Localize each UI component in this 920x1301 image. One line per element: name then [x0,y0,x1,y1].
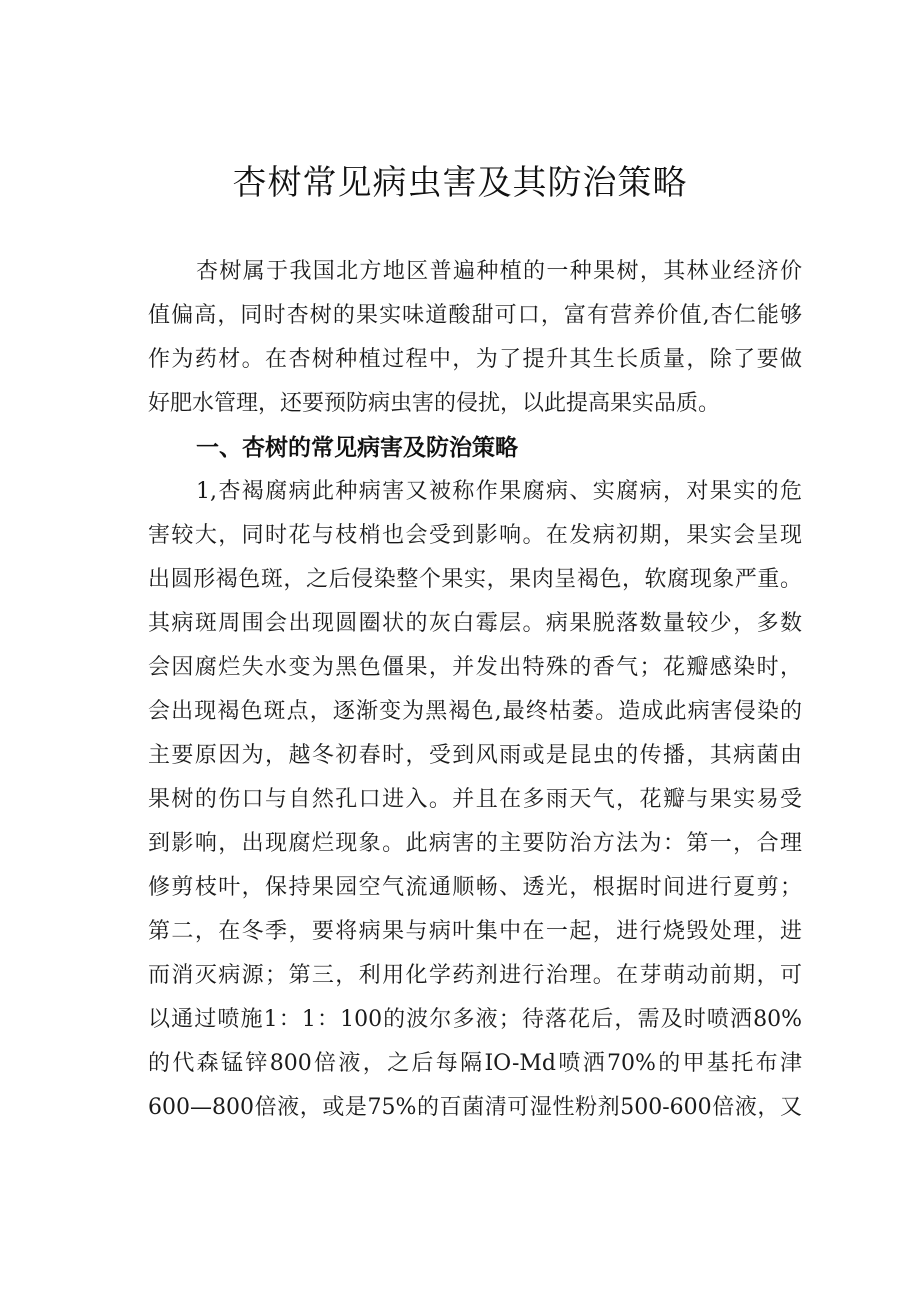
para1-line-6: 会出现褐色斑点，逐渐变为黑褐色,最终枯萎。造成此病害侵染的 [148,699,802,724]
para1-line-3: 出圆形褐色斑，之后侵染整个果实，果肉呈褐色，软腐现象严重。 [148,567,802,592]
intro-line-1: 杏树属于我国北方地区普遍种植的一种果树，其林业经济价 [196,259,802,284]
para1-line-1: 1,杏褐腐病此种病害又被称作果腐病、实腐病，对果实的危 [196,479,802,504]
para1-line-2: 害较大，同时花与枝梢也会受到影响。在发病初期，果实会呈现 [148,523,802,548]
para1-line-9: 到影响，出现腐烂现象。此病害的主要防治方法为：第一，合理 [148,831,802,856]
para1-line-7: 主要原因为，越冬初春时，受到风雨或是昆虫的传播，其病菌由 [148,743,802,768]
intro-line-2: 值偏高，同时杏树的果实味道酸甜可口，富有营养价值,杏仁能够 [148,303,802,328]
intro-line-4: 好肥水管理，还要预防病虫害的侵扰，以此提高果实品质。 [148,391,721,416]
para1-line-12: 而消灭病源；第三，利用化学药剂进行治理。在芽萌动前期，可 [148,963,802,988]
para1-line-15: 600—800倍液，或是75%的百菌清可湿性粉剂500-600倍液，又 [148,1095,802,1120]
para1-line-4: 其病斑周围会出现圆圈状的灰白霉层。病果脱落数量较少，多数 [148,611,802,636]
para1-line-8: 果树的伤口与自然孔口进入。并且在多雨天气，花瓣与果实易受 [148,787,802,812]
para1-line-13: 以通过喷施1：1：100的波尔多液；待落花后，需及时喷洒80% [148,1007,802,1032]
para1-line-11: 第二，在冬季，要将病果与病叶集中在一起，进行烧毁处理，进 [148,919,802,944]
intro-line-3: 作为药材。在杏树种植过程中，为了提升其生长质量，除了要做 [148,347,802,372]
document-title: 杏树常见病虫害及其防治策略 [232,163,688,203]
section-heading: 一、杏树的常见病害及防治策略 [196,435,518,461]
para1-line-10: 修剪枝叶，保持果园空气流通顺畅、透光，根据时间进行夏剪； [148,875,802,900]
para1-line-5: 会因腐烂失水变为黑色僵果，并发出特殊的香气；花瓣感染时， [148,655,802,680]
para1-line-14: 的代森锰锌800倍液，之后每隔IO-Md喷洒70%的甲基托布津 [148,1051,802,1076]
